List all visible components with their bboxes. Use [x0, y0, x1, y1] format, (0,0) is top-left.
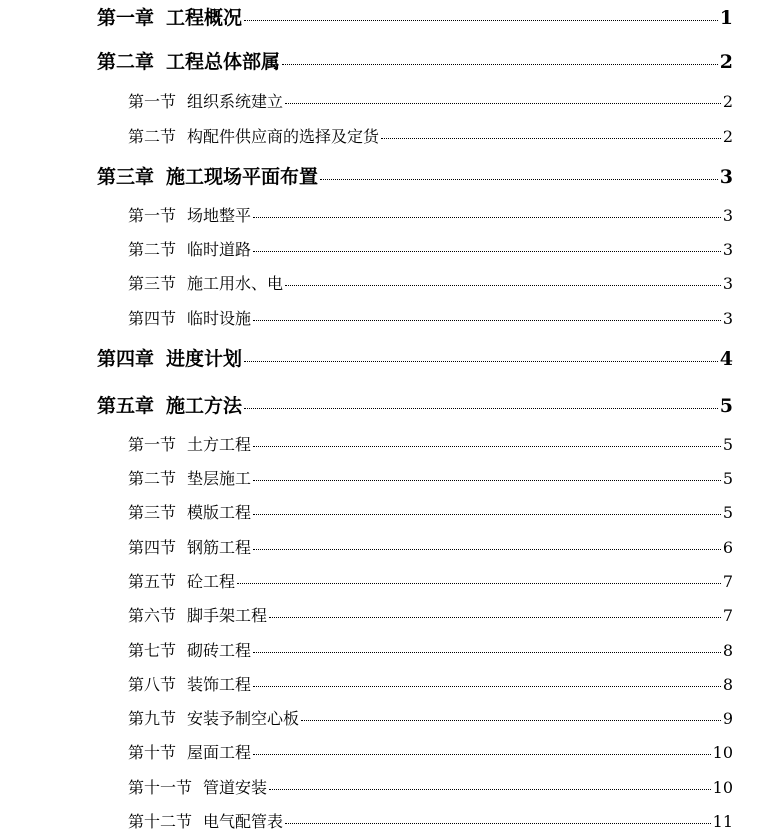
toc-entry-label [128, 535, 251, 558]
toc-entry-number: 第七节 [128, 641, 177, 660]
toc-entry-title: 模版工程 [187, 503, 252, 522]
dot-leader [301, 720, 721, 721]
toc-entry-section[interactable] [128, 466, 733, 489]
dot-leader [253, 320, 721, 321]
dot-leader [269, 789, 711, 790]
toc-entry-label [128, 432, 251, 455]
toc-entry-label [97, 344, 242, 371]
toc-entry-title: 电气配管表 [203, 812, 284, 831]
dot-leader [253, 549, 721, 550]
toc-entry-label [128, 124, 379, 147]
toc-entry-section[interactable] [128, 203, 733, 226]
toc-entry-number: 第三章 [97, 166, 155, 188]
toc-entry-number: 第四节 [128, 538, 177, 557]
toc-entry-label [128, 203, 251, 226]
dot-leader [253, 754, 711, 755]
toc-entry-title: 安装予制空心板 [187, 709, 300, 728]
toc-entry-page: 3 [722, 274, 733, 293]
toc-entry-number: 第二节 [128, 127, 177, 146]
toc-entry-number: 第二章 [97, 51, 155, 73]
dot-leader [244, 408, 718, 409]
toc-entry-section[interactable] [128, 500, 733, 523]
toc-entry-label [128, 569, 235, 592]
toc-entry-page: 5 [722, 435, 733, 454]
toc-entry-page: 2 [722, 92, 733, 111]
toc-entry-number: 第八节 [128, 675, 177, 694]
toc-entry-number: 第十二节 [128, 812, 193, 831]
toc-entry-section[interactable] [128, 706, 733, 729]
toc-entry-label [128, 672, 251, 695]
toc-entry-section[interactable] [128, 740, 733, 763]
toc-entry-page: 2 [719, 51, 733, 73]
toc-entry-section[interactable] [128, 237, 733, 260]
toc-entry-number: 第二节 [128, 469, 177, 488]
toc-entry-label [128, 306, 251, 329]
toc-entry-page: 10 [712, 743, 733, 762]
toc-entry-number: 第一节 [128, 92, 177, 111]
toc-entry-page: 8 [722, 675, 733, 694]
dot-leader [253, 514, 721, 515]
toc-entry-section[interactable] [128, 603, 733, 626]
dot-leader [285, 103, 721, 104]
toc-entry-label [128, 809, 283, 832]
toc-entry-title: 土方工程 [187, 435, 252, 454]
toc-entry-title: 施工现场平面布置 [166, 166, 319, 188]
toc-entry-number: 第二节 [128, 240, 177, 259]
toc-entry-number: 第三节 [128, 274, 177, 293]
toc-entry-page: 1 [719, 7, 733, 29]
toc-entry-label [128, 740, 251, 763]
dot-leader [381, 138, 721, 139]
toc-entry-page: 9 [722, 709, 733, 728]
dot-leader [244, 20, 718, 21]
toc-entry-title: 砌砖工程 [187, 641, 252, 660]
toc-entry-label [128, 500, 251, 523]
toc-entry-number: 第五章 [97, 395, 155, 417]
toc-entry-section[interactable] [128, 775, 733, 798]
toc-entry-page: 2 [722, 127, 733, 146]
toc-entry-title: 临时设施 [187, 309, 252, 328]
toc-entry-section[interactable] [128, 638, 733, 661]
toc-entry-section[interactable] [128, 271, 733, 294]
toc-entry-title: 垫层施工 [187, 469, 252, 488]
toc-entry-section[interactable] [128, 809, 733, 832]
toc-entry-label [128, 706, 299, 729]
toc-entry-page: 6 [722, 538, 733, 557]
toc-entry-title: 临时道路 [187, 240, 252, 259]
toc-entry-title: 砼工程 [187, 572, 236, 591]
toc-entry-page: 3 [722, 206, 733, 225]
dot-leader [253, 686, 721, 687]
toc-entry-number: 第十节 [128, 743, 177, 762]
toc-entry-label [97, 47, 280, 74]
toc-entry-page: 11 [712, 812, 733, 831]
toc-entry-page: 3 [722, 240, 733, 259]
toc-entry-number: 第一章 [97, 7, 155, 29]
toc-entry-title: 装饰工程 [187, 675, 252, 694]
toc-entry-page: 7 [722, 606, 733, 625]
toc-entry-chapter-5[interactable] [97, 391, 733, 418]
toc-entry-page: 3 [722, 309, 733, 328]
toc-entry-number: 第一节 [128, 435, 177, 454]
dot-leader [253, 251, 721, 252]
toc-entry-title: 进度计划 [166, 348, 243, 370]
toc-entry-number: 第一节 [128, 206, 177, 225]
toc-entry-title: 构配件供应商的选择及定货 [187, 127, 380, 146]
toc-entry-section[interactable] [128, 672, 733, 695]
toc-entry-number: 第九节 [128, 709, 177, 728]
toc-entry-title: 屋面工程 [187, 743, 252, 762]
dot-leader [285, 285, 721, 286]
toc-entry-label [128, 603, 267, 626]
toc-entry-number: 第三节 [128, 503, 177, 522]
toc-entry-title: 钢筋工程 [187, 538, 252, 557]
toc-entry-page: 4 [719, 348, 733, 370]
toc-entry-page: 5 [722, 503, 733, 522]
toc-entry-label [128, 775, 267, 798]
toc-entry-title: 施工方法 [166, 395, 243, 417]
toc-entry-title: 场地整平 [187, 206, 252, 225]
dot-leader [253, 217, 721, 218]
toc-entry-page: 5 [722, 469, 733, 488]
toc-entry-label [128, 466, 251, 489]
toc-entry-label [128, 638, 251, 661]
toc-entry-number: 第五节 [128, 572, 177, 591]
toc-entry-section[interactable] [128, 124, 733, 147]
toc-entry-title: 施工用水、电 [187, 274, 284, 293]
toc-entry-section[interactable] [128, 89, 733, 112]
toc-entry-page: 5 [719, 395, 733, 417]
toc-entry-page: 7 [722, 572, 733, 591]
toc-entry-label [128, 237, 251, 260]
dot-leader [253, 446, 721, 447]
toc-entry-title: 工程概况 [166, 7, 243, 29]
toc-entry-chapter-2[interactable] [97, 47, 733, 74]
toc-entry-label [128, 89, 283, 112]
toc-entry-label [97, 3, 242, 30]
toc-entry-chapter-3[interactable] [97, 162, 733, 189]
toc-entry-number: 第四章 [97, 348, 155, 370]
toc-entry-page: 8 [722, 641, 733, 660]
toc-entry-title: 脚手架工程 [187, 606, 268, 625]
toc-entry-label [97, 391, 242, 418]
toc-entry-number: 第六节 [128, 606, 177, 625]
dot-leader [285, 823, 711, 824]
toc-entry-section[interactable] [128, 432, 733, 455]
toc-entry-section[interactable] [128, 306, 733, 329]
toc-entry-chapter-4[interactable] [97, 344, 733, 371]
toc-entry-page: 10 [712, 778, 733, 797]
toc-entry-label [97, 162, 318, 189]
dot-leader [269, 617, 721, 618]
toc-entry-title: 组织系统建立 [187, 92, 284, 111]
toc-entry-title: 工程总体部属 [166, 51, 281, 73]
toc-entry-label [128, 271, 283, 294]
dot-leader [282, 64, 718, 65]
toc-entry-section[interactable] [128, 569, 733, 592]
toc-entry-number: 第四节 [128, 309, 177, 328]
dot-leader [320, 179, 718, 180]
dot-leader [253, 652, 721, 653]
dot-leader [244, 361, 718, 362]
toc-entry-title: 管道安装 [203, 778, 268, 797]
toc-entry-section[interactable] [128, 535, 733, 558]
toc-entry-chapter-1[interactable] [97, 3, 733, 30]
toc-entry-number: 第十一节 [128, 778, 193, 797]
dot-leader [253, 480, 721, 481]
dot-leader [237, 583, 721, 584]
toc-entry-page: 3 [719, 166, 733, 188]
